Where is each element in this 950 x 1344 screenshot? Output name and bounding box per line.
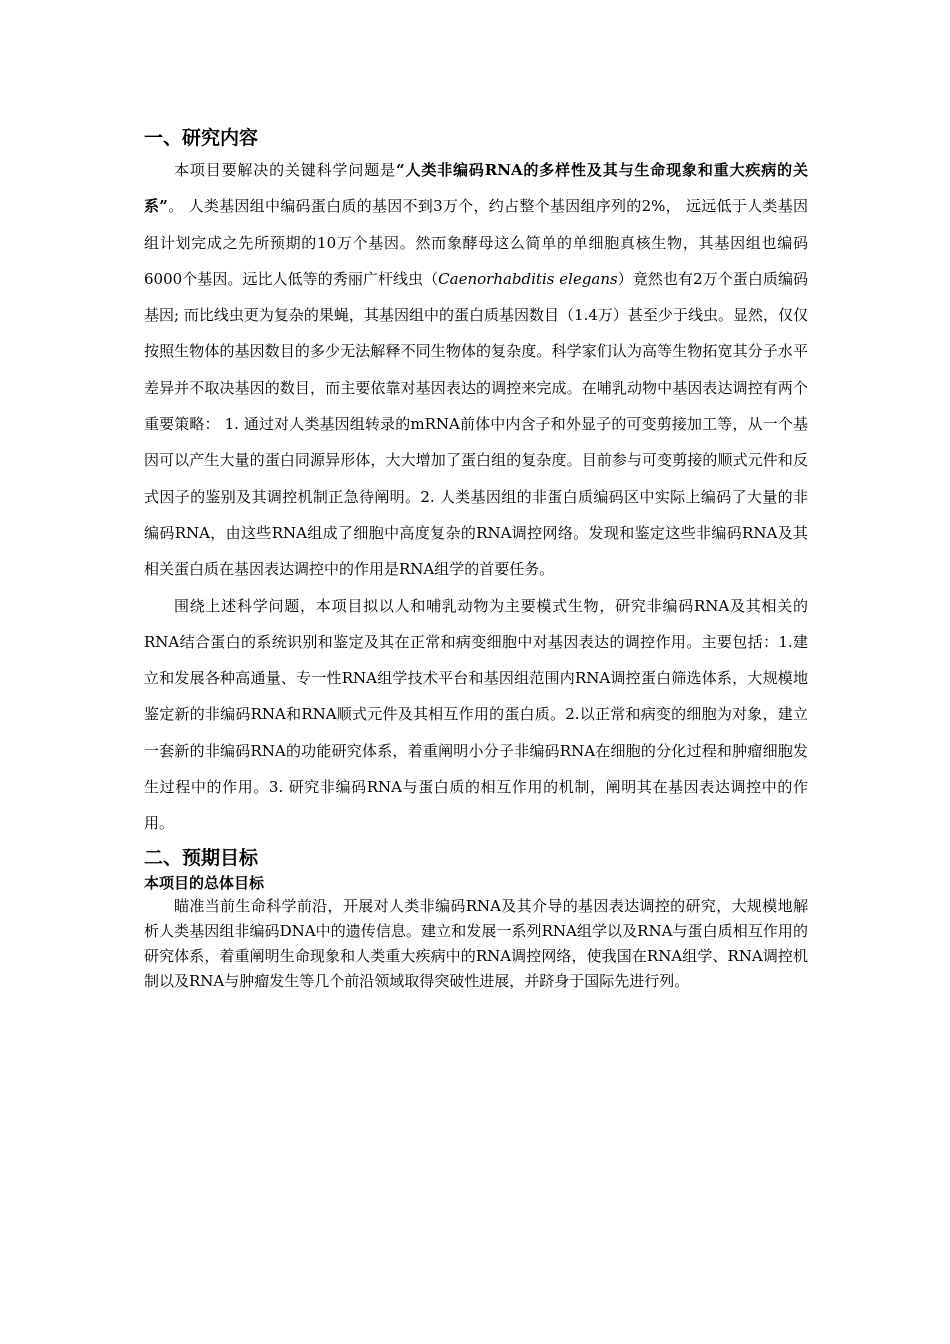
paragraph-text: 。 人类基因组中编码蛋白质的基因不到3万个，约占整个基因组序列的2%， 远远低于人类基因组计划完成之先所预期的10万个基因。然而象酵母这么简单的单细胞真核生物，其基因组也编码6000个基因。远比人低等的秀丽广杆线虫（ bbox=[144, 197, 808, 288]
paragraph-text: ）竟然也有2万个蛋白质编码基因; 而比线虫更为复杂的果蝇，其基因组中的蛋白质基因数目（1.4万）甚至少于线虫。显然，仅仅按照生物体的基因数目的多少无法解释不同生物体的复杂度。科学家们认为高等生物拓宽其分子水平差异并不取决基因的数目，而主要依靠对基因表达的调控来完成。在哺乳动物中基因表达调控有两个重要策略： 1. 通过对人类基因组转录的mRNA前体中内含子和外显子的可变剪接加工等，从一个基因可以产生大量的蛋白同源异形体，大大增加了蛋白组的复杂度。目前参与可变剪接的顺式元件和反式因子的鉴别及其调控机制正急待阐明。2. 人类基因组的非蛋白质编码区中实际上编码了大量的非编码RNA，由这些RNA组成了细胞中高度复杂的RNA调控网络。发现和鉴定这些非编码RNA及其相关蛋白质在基因表达调控中的作用是RNA组学的首要任务。 bbox=[144, 269, 809, 579]
key-question-emphasis: “人类非编码RNA的多样性及其与生命现象和重大疾病的关系” bbox=[144, 161, 808, 216]
subheading-overall-goal: 本项目的总体目标 bbox=[144, 873, 265, 892]
section-heading-expected-goals: 二、预期目标 bbox=[144, 846, 259, 869]
species-name: Caenorhabditis elegans bbox=[438, 269, 618, 288]
paragraph-overall-goal: 瞄准当前生命科学前沿，开展对人类非编码RNA及其介导的基因表达调控的研究，大规模地解析人类基因组非编码DNA中的遗传信息。建立和发展一系列RNA组学以及RNA与蛋白质相互作用的研究体系，着重阐明生命现象和人类重大疾病中的RNA调控网络，使我国在RNA组学、RNA调控机制以及RNA与肿瘤发生等几个前沿领域取得突破性进展，并跻身于国际先进行列。 bbox=[144, 896, 808, 990]
paragraph-research-plan: 围绕上述科学问题，本项目拟以人和哺乳动物为主要模式生物，研究非编码RNA及其相关的RNA结合蛋白的系统识别和鉴定及其在正常和病变细胞中对基因表达的调控作用。主要包括：1.建立和发展各种高通量、专一性RNA组学技术平台和基因组范围内RNA调控蛋白筛选体系，大规模地鉴定新的非编码RNA和RNA顺式元件及其相互作用的蛋白质。2.以正常和病变的细胞为对象，建立一套新的非编码RNA的功能研究体系，着重阐明小分子非编码RNA在细胞的分化过程和肿瘤细胞发生过程中的作用。3. 研究非编码RNA与蛋白质的相互作用的机制，阐明其在基因表达调控中的作用。 bbox=[144, 596, 808, 833]
section-heading-research-content: 一、研究内容 bbox=[144, 127, 259, 149]
paragraph-text: 本项目要解决的关键科学问题是 bbox=[174, 161, 396, 179]
document-body bbox=[144, 120, 808, 994]
paragraph-key-question bbox=[144, 152, 808, 588]
